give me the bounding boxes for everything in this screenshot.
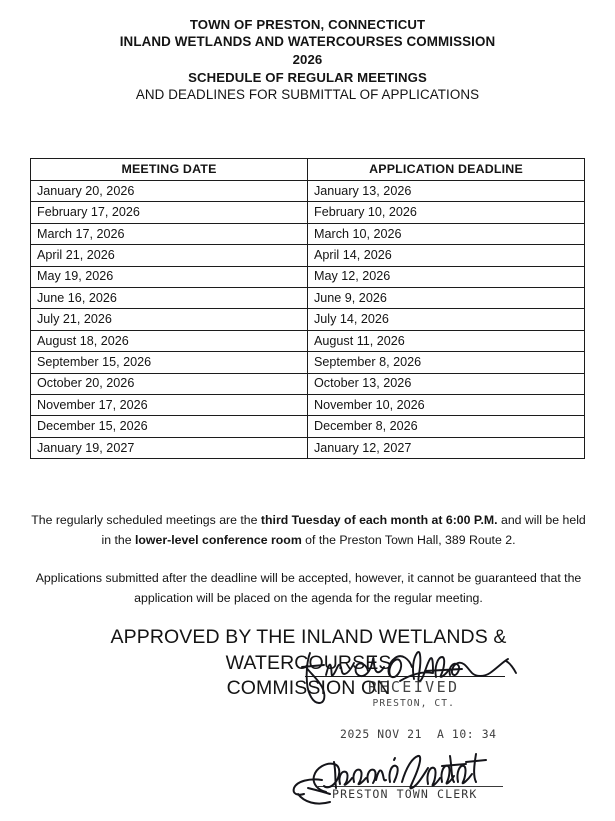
- cell-application-deadline: May 12, 2026: [308, 266, 585, 287]
- heading-town: TOWN OF PRESTON, CONNECTICUT: [189, 17, 426, 32]
- approval-line-2: COMMISSION ON: [226, 677, 391, 700]
- heading-schedule: SCHEDULE OF REGULAR MEETINGS: [188, 69, 427, 85]
- cell-meeting-date: January 20, 2026: [31, 181, 308, 202]
- chair-signature-rule: [305, 676, 505, 677]
- cell-meeting-date: April 21, 2026: [31, 245, 308, 266]
- cell-meeting-date: September 15, 2026: [31, 352, 308, 373]
- note-part-2: and will be held in the: [101, 513, 586, 547]
- table-row: [31, 394, 585, 415]
- stamp-received-text: RECEIVED: [368, 678, 460, 696]
- cell-meeting-date: June 16, 2026: [31, 287, 308, 308]
- stamp-city-text: PRESTON, CT.: [372, 697, 455, 709]
- note-bold-time: third Tuesday of each month at 6:00 P.M.: [260, 513, 498, 527]
- cell-application-deadline: November 10, 2026: [308, 394, 585, 415]
- note-part-1: The regularly scheduled meetings are the: [31, 513, 261, 527]
- table-row: [31, 202, 585, 223]
- cell-application-deadline: August 11, 2026: [308, 330, 585, 351]
- table-row: [31, 437, 585, 458]
- cell-application-deadline: December 8, 2026: [308, 416, 585, 437]
- schedule-table-body: [31, 181, 585, 459]
- approval-block: [30, 625, 587, 702]
- cell-application-deadline: July 14, 2026: [308, 309, 585, 330]
- note-part-3: of the Preston Town Hall, 389 Route 2.: [301, 532, 516, 547]
- clerk-title-label: PRESTON TOWN CLERK: [332, 787, 478, 801]
- table-row: [31, 330, 585, 351]
- note-bold-room: lower-level conference room: [135, 532, 302, 547]
- cell-application-deadline: March 10, 2026: [308, 223, 585, 244]
- table-row: [31, 266, 585, 287]
- heading-commission: INLAND WETLANDS AND WATERCOURSES COMMISSION: [119, 34, 496, 50]
- stamp-datetime: 2025 NOV 21 A 10: 34: [340, 727, 497, 741]
- cell-meeting-date: August 18, 2026: [31, 330, 308, 351]
- column-header-application-deadline: APPLICATION DEADLINE: [308, 159, 585, 181]
- cell-meeting-date: December 15, 2026: [31, 416, 308, 437]
- table-row: [31, 352, 585, 373]
- cell-meeting-date: March 17, 2026: [31, 223, 308, 244]
- table-row: [31, 309, 585, 330]
- cell-application-deadline: October 13, 2026: [308, 373, 585, 394]
- cell-meeting-date: October 20, 2026: [31, 373, 308, 394]
- table-row: [31, 245, 585, 266]
- table-header-row: [31, 159, 585, 181]
- schedule-table-wrapper: [30, 158, 585, 459]
- cell-meeting-date: January 19, 2027: [31, 437, 308, 458]
- table-row: [31, 223, 585, 244]
- approval-line-1: APPROVED BY THE INLAND WETLANDS & WATERCOURSES: [110, 626, 507, 674]
- schedule-table-head: [31, 159, 585, 181]
- heading-deadlines: AND DEADLINES FOR SUBMITTAL OF APPLICATIONS: [135, 86, 480, 102]
- cell-application-deadline: February 10, 2026: [308, 202, 585, 223]
- cell-application-deadline: June 9, 2026: [308, 287, 585, 308]
- cell-meeting-date: May 19, 2026: [31, 266, 308, 287]
- note-meeting-details: [30, 511, 587, 551]
- table-row: [31, 416, 585, 437]
- column-header-meeting-date: MEETING DATE: [31, 159, 308, 181]
- cell-application-deadline: January 13, 2026: [308, 181, 585, 202]
- cell-application-deadline: September 8, 2026: [308, 352, 585, 373]
- table-row: [31, 181, 585, 202]
- table-row: [31, 373, 585, 394]
- cell-application-deadline: January 12, 2027: [308, 437, 585, 458]
- cell-application-deadline: April 14, 2026: [308, 245, 585, 266]
- cell-meeting-date: July 21, 2026: [31, 309, 308, 330]
- schedule-table: [30, 158, 585, 459]
- heading-year: 2026: [292, 52, 323, 68]
- note-late-applications: Applications submitted after the deadline will be accepted, however, it cannot be guaranteed that the application will be placed on the agenda for the regular meeting.: [35, 571, 582, 605]
- cell-meeting-date: November 17, 2026: [31, 394, 308, 415]
- cell-meeting-date: February 17, 2026: [31, 202, 308, 223]
- table-row: [31, 287, 585, 308]
- document-heading: [0, 0, 615, 104]
- received-stamp: [368, 680, 459, 709]
